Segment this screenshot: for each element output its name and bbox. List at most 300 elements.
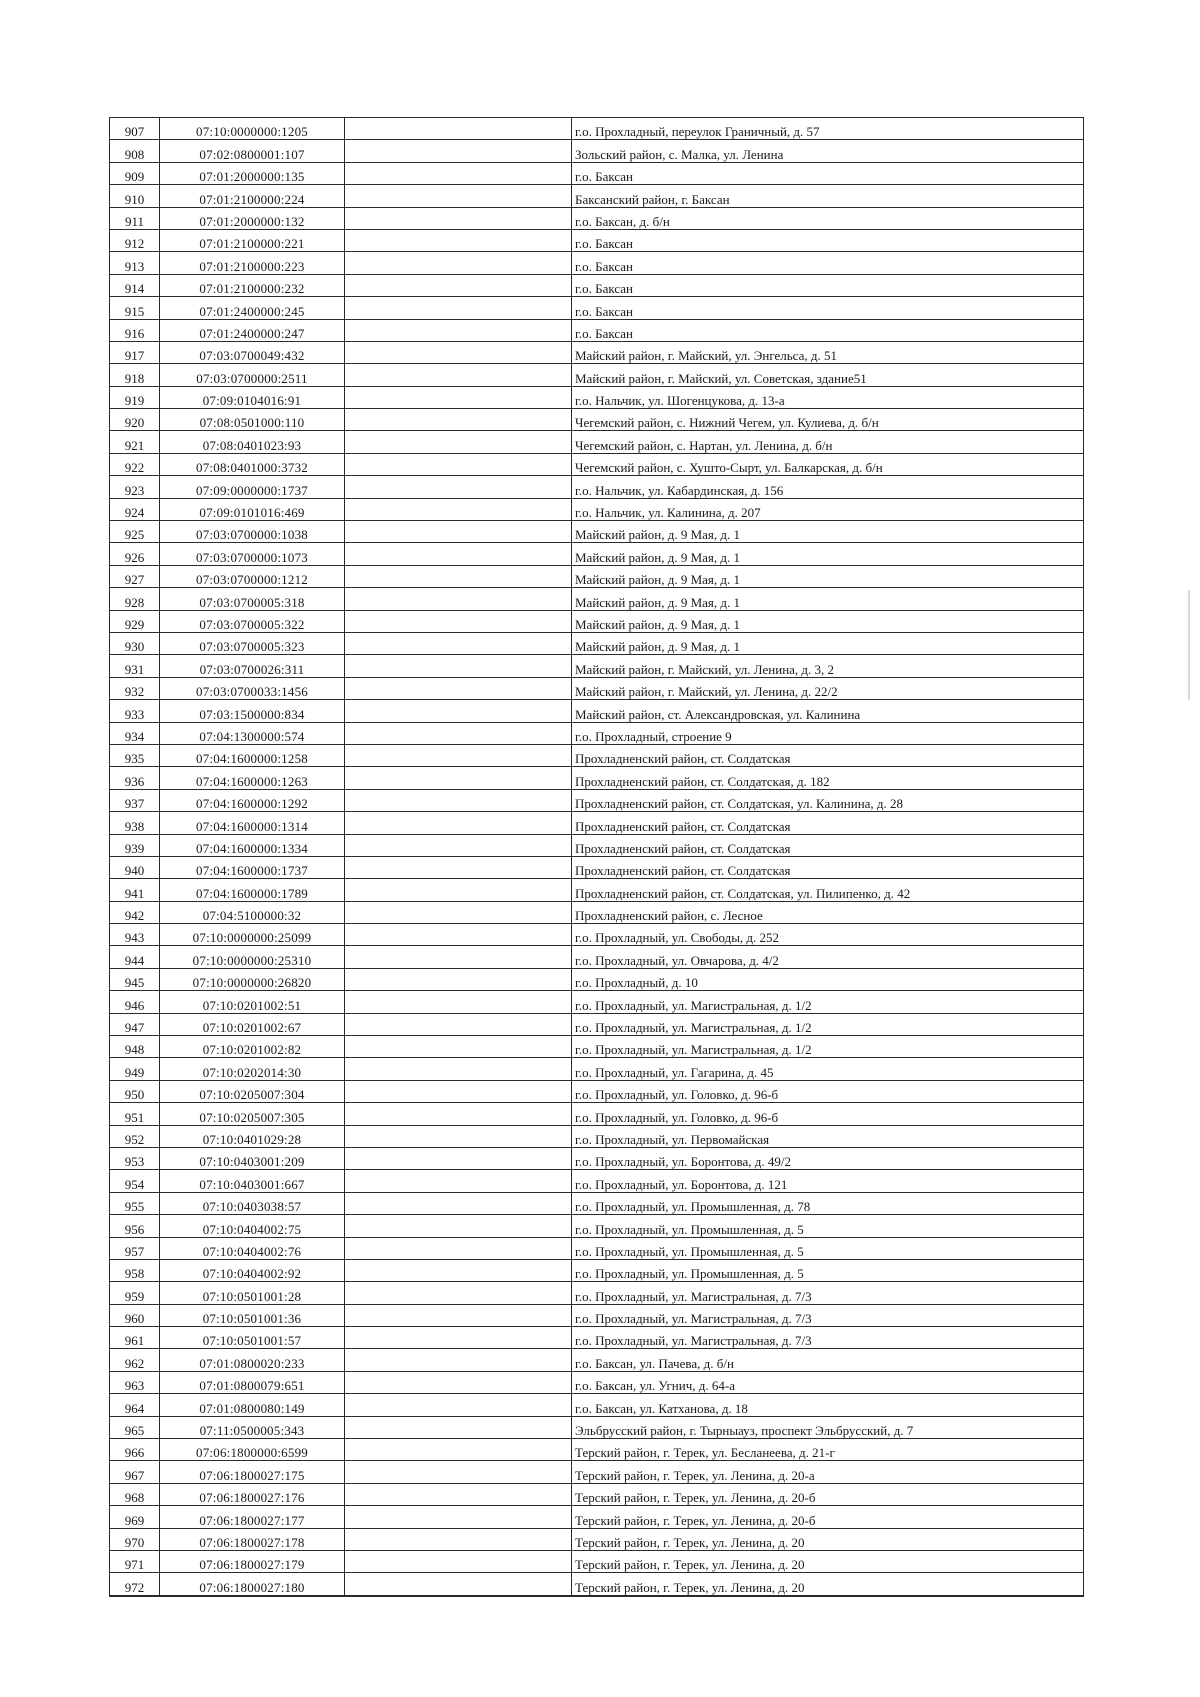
empty-cell [345, 1080, 572, 1102]
row-number: 938 [110, 812, 160, 834]
row-number: 949 [110, 1058, 160, 1080]
cadastral-number: 07:08:0401023:93 [160, 431, 345, 453]
address: Прохладненский район, ст. Солдатская, ул. Калинина, д. 28 [572, 789, 1084, 811]
address: Майский район, д. 9 Мая, д. 1 [572, 521, 1084, 543]
empty-cell [345, 1573, 572, 1596]
row-number: 965 [110, 1416, 160, 1438]
address: г.о. Баксан [572, 274, 1084, 296]
table-row [110, 453, 1084, 475]
empty-cell [345, 1282, 572, 1304]
row-number: 922 [110, 453, 160, 475]
address: Майский район, д. 9 Мая, д. 1 [572, 543, 1084, 565]
row-number: 967 [110, 1461, 160, 1483]
empty-cell [345, 991, 572, 1013]
row-number: 919 [110, 386, 160, 408]
address: Прохладненский район, ст. Солдатская [572, 812, 1084, 834]
table-row [110, 677, 1084, 699]
row-number: 964 [110, 1394, 160, 1416]
address: г.о. Прохладный, ул. Головко, д. 96-б [572, 1103, 1084, 1125]
row-number: 954 [110, 1170, 160, 1192]
row-number: 968 [110, 1483, 160, 1505]
table-row [110, 274, 1084, 296]
empty-cell [345, 140, 572, 162]
cadastral-number: 07:06:1800027:178 [160, 1528, 345, 1550]
table-row [110, 1192, 1084, 1214]
empty-cell [345, 812, 572, 834]
row-number: 953 [110, 1147, 160, 1169]
address: Майский район, д. 9 Мая, д. 1 [572, 610, 1084, 632]
cadastral-number: 07:01:2000000:135 [160, 162, 345, 184]
table-row [110, 1416, 1084, 1438]
empty-cell [345, 1371, 572, 1393]
address: г.о. Баксан [572, 229, 1084, 251]
row-number: 926 [110, 543, 160, 565]
cadastral-number: 07:10:0401029:28 [160, 1125, 345, 1147]
address: г.о. Нальчик, ул. Калинина, д. 207 [572, 498, 1084, 520]
address: Майский район, ст. Александровская, ул. Калинина [572, 700, 1084, 722]
row-number: 920 [110, 409, 160, 431]
row-number: 972 [110, 1573, 160, 1596]
address: г.о. Баксан [572, 297, 1084, 319]
empty-cell [345, 1125, 572, 1147]
cadastral-number: 07:03:0700005:318 [160, 588, 345, 610]
cadastral-number: 07:03:0700033:1456 [160, 677, 345, 699]
row-number: 960 [110, 1304, 160, 1326]
address: г.о. Прохладный, ул. Головко, д. 96-б [572, 1080, 1084, 1102]
table-row [110, 1371, 1084, 1393]
table-row [110, 1506, 1084, 1528]
table-row [110, 700, 1084, 722]
address: г.о. Нальчик, ул. Кабардинская, д. 156 [572, 476, 1084, 498]
table-row [110, 252, 1084, 274]
cadastral-number: 07:08:0501000:110 [160, 409, 345, 431]
scan-edge-mark [1188, 590, 1190, 700]
empty-cell [345, 1349, 572, 1371]
cadastral-number: 07:06:1800027:179 [160, 1551, 345, 1573]
empty-cell [345, 722, 572, 744]
empty-cell [345, 1103, 572, 1125]
empty-cell [345, 856, 572, 878]
empty-cell [345, 834, 572, 856]
empty-cell [345, 1483, 572, 1505]
row-number: 933 [110, 700, 160, 722]
row-number: 943 [110, 924, 160, 946]
cadastral-number: 07:03:1500000:834 [160, 700, 345, 722]
address: г.о. Прохладный, ул. Свободы, д. 252 [572, 924, 1084, 946]
cadastral-number: 07:10:0000000:1205 [160, 118, 345, 140]
cadastral-number: 07:10:0000000:26820 [160, 968, 345, 990]
table-row [110, 1573, 1084, 1596]
empty-cell [345, 185, 572, 207]
address: г.о. Баксан [572, 319, 1084, 341]
empty-cell [345, 968, 572, 990]
cadastral-number: 07:10:0404002:92 [160, 1259, 345, 1281]
cadastral-number: 07:08:0401000:3732 [160, 453, 345, 475]
row-number: 940 [110, 856, 160, 878]
row-number: 970 [110, 1528, 160, 1550]
table-row [110, 1058, 1084, 1080]
row-number: 946 [110, 991, 160, 1013]
table-row [110, 1439, 1084, 1461]
table-row [110, 1013, 1084, 1035]
address: г.о. Баксан, ул. Катханова, д. 18 [572, 1394, 1084, 1416]
address: Чегемский район, с. Нартан, ул. Ленина, д. б/н [572, 431, 1084, 453]
cadastral-number: 07:04:1600000:1292 [160, 789, 345, 811]
row-number: 944 [110, 946, 160, 968]
address: Майский район, г. Майский, ул. Энгельса, д. 51 [572, 341, 1084, 363]
address: г.о. Прохладный, строение 9 [572, 722, 1084, 744]
table-body [110, 118, 1084, 1596]
empty-cell [345, 1013, 572, 1035]
property-table [109, 117, 1084, 1597]
cadastral-number: 07:10:0501001:28 [160, 1282, 345, 1304]
cadastral-number: 07:04:1600000:1789 [160, 879, 345, 901]
address: Майский район, г. Майский, ул. Ленина, д. 22/2 [572, 677, 1084, 699]
row-number: 929 [110, 610, 160, 632]
address: Майский район, д. 9 Мая, д. 1 [572, 588, 1084, 610]
address: Терский район, г. Терек, ул. Ленина, д. 20 [572, 1573, 1084, 1596]
address: г.о. Прохладный, ул. Магистральная, д. 7/3 [572, 1304, 1084, 1326]
table-row [110, 319, 1084, 341]
cadastral-number: 07:04:1600000:1314 [160, 812, 345, 834]
table-row [110, 946, 1084, 968]
table-row [110, 991, 1084, 1013]
empty-cell [345, 1192, 572, 1214]
table-row [110, 834, 1084, 856]
cadastral-number: 07:04:1300000:574 [160, 722, 345, 744]
row-number: 934 [110, 722, 160, 744]
empty-cell [345, 700, 572, 722]
table-row [110, 1036, 1084, 1058]
cadastral-number: 07:06:1800027:177 [160, 1506, 345, 1528]
address: г.о. Баксан [572, 252, 1084, 274]
row-number: 966 [110, 1439, 160, 1461]
empty-cell [345, 565, 572, 587]
empty-cell [345, 1036, 572, 1058]
cadastral-number: 07:10:0403001:209 [160, 1147, 345, 1169]
row-number: 945 [110, 968, 160, 990]
cadastral-number: 07:10:0501001:36 [160, 1304, 345, 1326]
empty-cell [345, 744, 572, 766]
cadastral-number: 07:04:1600000:1263 [160, 767, 345, 789]
row-number: 942 [110, 901, 160, 923]
table-row [110, 1461, 1084, 1483]
address: Прохладненский район, ст. Солдатская [572, 744, 1084, 766]
row-number: 907 [110, 118, 160, 140]
address: Терский район, г. Терек, ул. Ленина, д. 20-б [572, 1506, 1084, 1528]
address: г.о. Прохладный, ул. Магистральная, д. 1/2 [572, 1036, 1084, 1058]
cadastral-number: 07:01:2100000:224 [160, 185, 345, 207]
row-number: 961 [110, 1327, 160, 1349]
row-number: 918 [110, 364, 160, 386]
table-row [110, 632, 1084, 654]
cadastral-number: 07:06:1800000:6599 [160, 1439, 345, 1461]
cadastral-number: 07:10:0202014:30 [160, 1058, 345, 1080]
empty-cell [345, 364, 572, 386]
table-row [110, 968, 1084, 990]
address: г.о. Прохладный, ул. Боронтова, д. 121 [572, 1170, 1084, 1192]
cadastral-number: 07:03:0700005:323 [160, 632, 345, 654]
empty-cell [345, 655, 572, 677]
address: Терский район, г. Терек, ул. Ленина, д. 20-б [572, 1483, 1084, 1505]
empty-cell [345, 1304, 572, 1326]
empty-cell [345, 319, 572, 341]
empty-cell [345, 677, 572, 699]
cadastral-number: 07:10:0404002:76 [160, 1237, 345, 1259]
address: Баксанский район, г. Баксан [572, 185, 1084, 207]
row-number: 937 [110, 789, 160, 811]
row-number: 952 [110, 1125, 160, 1147]
table-row [110, 1259, 1084, 1281]
table-row [110, 1103, 1084, 1125]
cadastral-number: 07:01:2100000:232 [160, 274, 345, 296]
address: г.о. Прохладный, ул. Магистральная, д. 1/2 [572, 1013, 1084, 1035]
address: Чегемский район, с. Хушто-Сырт, ул. Балкарская, д. б/н [572, 453, 1084, 475]
table-row [110, 1528, 1084, 1550]
empty-cell [345, 1528, 572, 1550]
table-row [110, 521, 1084, 543]
table-row [110, 1349, 1084, 1371]
address: г.о. Прохладный, ул. Овчарова, д. 4/2 [572, 946, 1084, 968]
address: г.о. Прохладный, ул. Промышленная, д. 5 [572, 1259, 1084, 1281]
cadastral-number: 07:09:0000000:1737 [160, 476, 345, 498]
row-number: 928 [110, 588, 160, 610]
row-number: 956 [110, 1215, 160, 1237]
address: г.о. Прохладный, ул. Промышленная, д. 78 [572, 1192, 1084, 1214]
address: г.о. Прохладный, ул. Боронтова, д. 49/2 [572, 1147, 1084, 1169]
table-row [110, 588, 1084, 610]
empty-cell [345, 924, 572, 946]
row-number: 930 [110, 632, 160, 654]
empty-cell [345, 1461, 572, 1483]
cadastral-number: 07:10:0000000:25310 [160, 946, 345, 968]
row-number: 927 [110, 565, 160, 587]
table-row [110, 1215, 1084, 1237]
cadastral-number: 07:01:2100000:223 [160, 252, 345, 274]
row-number: 925 [110, 521, 160, 543]
table-row [110, 543, 1084, 565]
row-number: 912 [110, 229, 160, 251]
address: г.о. Прохладный, ул. Магистральная, д. 7/3 [572, 1327, 1084, 1349]
cadastral-number: 07:01:2400000:247 [160, 319, 345, 341]
table-row [110, 1237, 1084, 1259]
table-row [110, 229, 1084, 251]
cadastral-number: 07:09:0101016:469 [160, 498, 345, 520]
table-row [110, 924, 1084, 946]
empty-cell [345, 789, 572, 811]
address: г.о. Баксан, ул. Угнич, д. 64-а [572, 1371, 1084, 1393]
row-number: 931 [110, 655, 160, 677]
cadastral-number: 07:03:0700000:1073 [160, 543, 345, 565]
address: Прохладненский район, ст. Солдатская [572, 856, 1084, 878]
table-row [110, 1125, 1084, 1147]
address: Эльбрусский район, г. Тырныауз, проспект Эльбрусский, д. 7 [572, 1416, 1084, 1438]
table-row [110, 1147, 1084, 1169]
table-row [110, 409, 1084, 431]
cadastral-number: 07:09:0104016:91 [160, 386, 345, 408]
table-row [110, 565, 1084, 587]
address: Майский район, г. Майский, ул. Ленина, д. 3, 2 [572, 655, 1084, 677]
address: Майский район, д. 9 Мая, д. 1 [572, 565, 1084, 587]
table-row [110, 767, 1084, 789]
address: Прохладненский район, ст. Солдатская [572, 834, 1084, 856]
empty-cell [345, 543, 572, 565]
table-row [110, 364, 1084, 386]
empty-cell [345, 118, 572, 140]
row-number: 957 [110, 1237, 160, 1259]
row-number: 909 [110, 162, 160, 184]
table-row [110, 207, 1084, 229]
address: г.о. Прохладный, ул. Гагарина, д. 45 [572, 1058, 1084, 1080]
empty-cell [345, 341, 572, 363]
cadastral-number: 07:01:0800079:651 [160, 1371, 345, 1393]
cadastral-number: 07:10:0205007:304 [160, 1080, 345, 1102]
row-number: 914 [110, 274, 160, 296]
cadastral-number: 07:03:0700049:432 [160, 341, 345, 363]
cadastral-number: 07:01:2000000:132 [160, 207, 345, 229]
row-number: 951 [110, 1103, 160, 1125]
address: Зольский район, с. Малка, ул. Ленина [572, 140, 1084, 162]
table-row [110, 1327, 1084, 1349]
empty-cell [345, 767, 572, 789]
empty-cell [345, 1147, 572, 1169]
cadastral-number: 07:06:1800027:180 [160, 1573, 345, 1596]
cadastral-number: 07:11:0500005:343 [160, 1416, 345, 1438]
row-number: 915 [110, 297, 160, 319]
address: Майский район, г. Майский, ул. Советская, здание51 [572, 364, 1084, 386]
address: г.о. Прохладный, ул. Магистральная, д. 7/3 [572, 1282, 1084, 1304]
empty-cell [345, 1506, 572, 1528]
empty-cell [345, 1394, 572, 1416]
table-row [110, 185, 1084, 207]
row-number: 959 [110, 1282, 160, 1304]
empty-cell [345, 498, 572, 520]
empty-cell [345, 207, 572, 229]
table-row [110, 610, 1084, 632]
empty-cell [345, 162, 572, 184]
empty-cell [345, 409, 572, 431]
table-row [110, 744, 1084, 766]
cadastral-number: 07:10:0201002:67 [160, 1013, 345, 1035]
empty-cell [345, 632, 572, 654]
cadastral-number: 07:03:0700000:1212 [160, 565, 345, 587]
address: г.о. Прохладный, ул. Промышленная, д. 5 [572, 1237, 1084, 1259]
cadastral-number: 07:10:0403001:667 [160, 1170, 345, 1192]
cadastral-number: 07:10:0201002:51 [160, 991, 345, 1013]
row-number: 947 [110, 1013, 160, 1035]
cadastral-number: 07:10:0205007:305 [160, 1103, 345, 1125]
cadastral-number: 07:01:0800020:233 [160, 1349, 345, 1371]
table-row [110, 789, 1084, 811]
row-number: 917 [110, 341, 160, 363]
cadastral-number: 07:01:2400000:245 [160, 297, 345, 319]
empty-cell [345, 1416, 572, 1438]
address: Майский район, д. 9 Мая, д. 1 [572, 632, 1084, 654]
table-row [110, 1282, 1084, 1304]
table-row [110, 1551, 1084, 1573]
address: Терский район, г. Терек, ул. Ленина, д. 20 [572, 1528, 1084, 1550]
table-row [110, 879, 1084, 901]
row-number: 950 [110, 1080, 160, 1102]
table-row [110, 856, 1084, 878]
address: Терский район, г. Терек, ул. Ленина, д. 20 [572, 1551, 1084, 1573]
row-number: 935 [110, 744, 160, 766]
row-number: 916 [110, 319, 160, 341]
table-row [110, 655, 1084, 677]
address: Терский район, г. Терек, ул. Ленина, д. 20-а [572, 1461, 1084, 1483]
table-row [110, 812, 1084, 834]
table-row [110, 140, 1084, 162]
row-number: 936 [110, 767, 160, 789]
address: г.о. Прохладный, ул. Промышленная, д. 5 [572, 1215, 1084, 1237]
address: г.о. Баксан, д. б/н [572, 207, 1084, 229]
address: Прохладненский район, с. Лесное [572, 901, 1084, 923]
cadastral-number: 07:03:0700000:1038 [160, 521, 345, 543]
cadastral-number: 07:04:1600000:1258 [160, 744, 345, 766]
empty-cell [345, 1170, 572, 1192]
cadastral-number: 07:04:1600000:1737 [160, 856, 345, 878]
table-row [110, 1170, 1084, 1192]
row-number: 969 [110, 1506, 160, 1528]
cadastral-number: 07:04:5100000:32 [160, 901, 345, 923]
cadastral-number: 07:03:0700005:322 [160, 610, 345, 632]
empty-cell [345, 297, 572, 319]
address: г.о. Баксан, ул. Пачева, д. б/н [572, 1349, 1084, 1371]
row-number: 924 [110, 498, 160, 520]
address: Чегемский район, с. Нижний Чегем, ул. Кулиева, д. б/н [572, 409, 1084, 431]
empty-cell [345, 588, 572, 610]
cadastral-number: 07:10:0403038:57 [160, 1192, 345, 1214]
cadastral-number: 07:06:1800027:176 [160, 1483, 345, 1505]
empty-cell [345, 1439, 572, 1461]
cadastral-number: 07:10:0201002:82 [160, 1036, 345, 1058]
row-number: 958 [110, 1259, 160, 1281]
address: г.о. Прохладный, ул. Магистральная, д. 1/2 [572, 991, 1084, 1013]
empty-cell [345, 901, 572, 923]
row-number: 948 [110, 1036, 160, 1058]
row-number: 910 [110, 185, 160, 207]
address: г.о. Баксан [572, 162, 1084, 184]
address: Прохладненский район, ст. Солдатская, ул. Пилипенко, д. 42 [572, 879, 1084, 901]
row-number: 932 [110, 677, 160, 699]
table-row [110, 118, 1084, 140]
cadastral-number: 07:10:0404002:75 [160, 1215, 345, 1237]
row-number: 908 [110, 140, 160, 162]
table-row [110, 386, 1084, 408]
empty-cell [345, 274, 572, 296]
table-row [110, 1394, 1084, 1416]
empty-cell [345, 946, 572, 968]
cadastral-number: 07:03:0700026:311 [160, 655, 345, 677]
row-number: 921 [110, 431, 160, 453]
empty-cell [345, 1327, 572, 1349]
row-number: 941 [110, 879, 160, 901]
row-number: 962 [110, 1349, 160, 1371]
address: г.о. Прохладный, переулок Граничный, д. 57 [572, 118, 1084, 140]
table-row [110, 162, 1084, 184]
table-row [110, 431, 1084, 453]
empty-cell [345, 879, 572, 901]
empty-cell [345, 431, 572, 453]
empty-cell [345, 476, 572, 498]
cadastral-number: 07:04:1600000:1334 [160, 834, 345, 856]
table-row [110, 1483, 1084, 1505]
cadastral-number: 07:01:2100000:221 [160, 229, 345, 251]
row-number: 955 [110, 1192, 160, 1214]
row-number: 913 [110, 252, 160, 274]
cadastral-number: 07:10:0501001:57 [160, 1327, 345, 1349]
cadastral-number: 07:01:0800080:149 [160, 1394, 345, 1416]
